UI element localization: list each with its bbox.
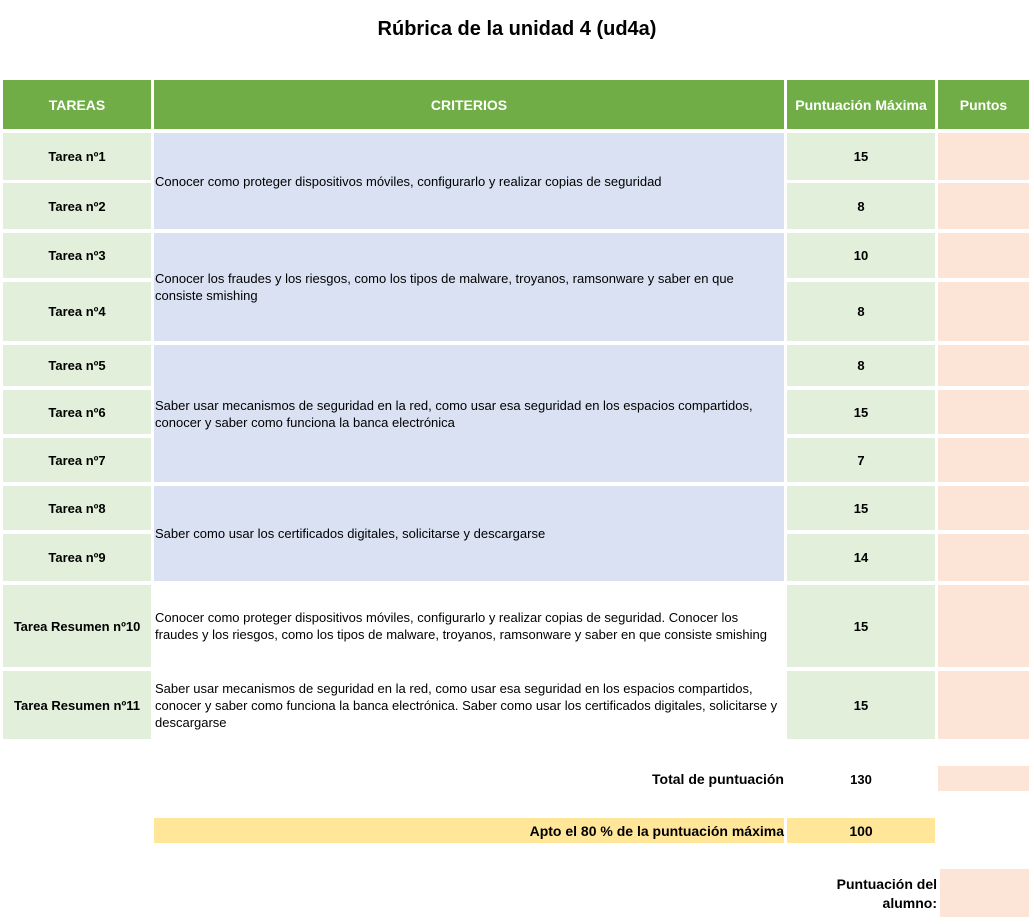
total-label: Total de puntuación <box>652 771 784 787</box>
criterion-cell: Saber usar mecanismos de seguridad en la red, como usar esa seguridad en los espacios compartidos, conocer y saber como funciona la banca electrónica <box>154 345 784 482</box>
header-tareas: TAREAS <box>3 80 151 129</box>
total-points-input[interactable] <box>938 766 1029 791</box>
max-score: 15 <box>787 486 935 530</box>
criterion-cell: Conocer como proteger dispositivos móviles, configurarlo y realizar copias de seguridad. Conocer los fraudes y los riesgos, como los tipos de malware, troyanos, ramsonware y saber en que consiste smishing <box>154 585 784 667</box>
points-input[interactable] <box>938 183 1029 229</box>
max-score: 7 <box>787 438 935 482</box>
max-score: 8 <box>787 183 935 229</box>
task-label: Tarea nº4 <box>3 282 151 341</box>
task-label: Tarea nº1 <box>3 133 151 180</box>
task-label: Tarea Resumen nº11 <box>3 671 151 739</box>
apto-label: Apto el 80 % de la puntuación máxima <box>154 818 784 843</box>
points-input[interactable] <box>938 534 1029 581</box>
criterion-cell: Conocer como proteger dispositivos móviles, configurarlo y realizar copias de seguridad <box>154 133 784 229</box>
header-puntos: Puntos <box>938 80 1029 129</box>
task-label: Tarea nº9 <box>3 534 151 581</box>
task-label: Tarea Resumen nº10 <box>3 585 151 667</box>
max-score: 14 <box>787 534 935 581</box>
criterion-cell: Conocer los fraudes y los riesgos, como los tipos de malware, troyanos, ramsonware y saber en que consiste smishing <box>154 233 784 341</box>
points-input[interactable] <box>938 233 1029 278</box>
points-input[interactable] <box>938 133 1029 180</box>
points-input[interactable] <box>938 486 1029 530</box>
student-score-label: Puntuación del alumno: <box>836 876 937 911</box>
task-label: Tarea nº8 <box>3 486 151 530</box>
max-score: 15 <box>787 585 935 667</box>
points-input[interactable] <box>938 390 1029 434</box>
task-label: Tarea nº2 <box>3 183 151 229</box>
max-score: 10 <box>787 233 935 278</box>
task-label: Tarea nº5 <box>3 345 151 386</box>
max-score: 8 <box>787 282 935 341</box>
task-label: Tarea nº7 <box>3 438 151 482</box>
max-score: 15 <box>787 671 935 739</box>
max-score: 8 <box>787 345 935 386</box>
points-input[interactable] <box>938 345 1029 386</box>
task-label: Tarea nº6 <box>3 390 151 434</box>
page-title: Rúbrica de la unidad 4 (ud4a) <box>377 18 657 40</box>
points-input[interactable] <box>938 671 1029 739</box>
criterion-cell: Saber usar mecanismos de seguridad en la red, como usar esa seguridad en los espacios compartidos, conocer y saber como funciona la banca electrónica. Saber como usar los certificados digitales, solicitarse y descargarse <box>154 671 784 739</box>
total-value: 130 <box>850 771 872 787</box>
max-score: 15 <box>787 133 935 180</box>
task-label: Tarea nº3 <box>3 233 151 278</box>
points-input[interactable] <box>938 282 1029 341</box>
points-input[interactable] <box>938 438 1029 482</box>
student-score-input[interactable] <box>940 869 1029 917</box>
points-input[interactable] <box>938 585 1029 667</box>
header-criterios: CRITERIOS <box>154 80 784 129</box>
max-score: 15 <box>787 390 935 434</box>
apto-value: 100 <box>787 818 935 843</box>
criterion-cell: Saber como usar los certificados digitales, solicitarse y descargarse <box>154 486 784 581</box>
header-puntuacion-maxima: Puntuación Máxima <box>787 80 935 129</box>
